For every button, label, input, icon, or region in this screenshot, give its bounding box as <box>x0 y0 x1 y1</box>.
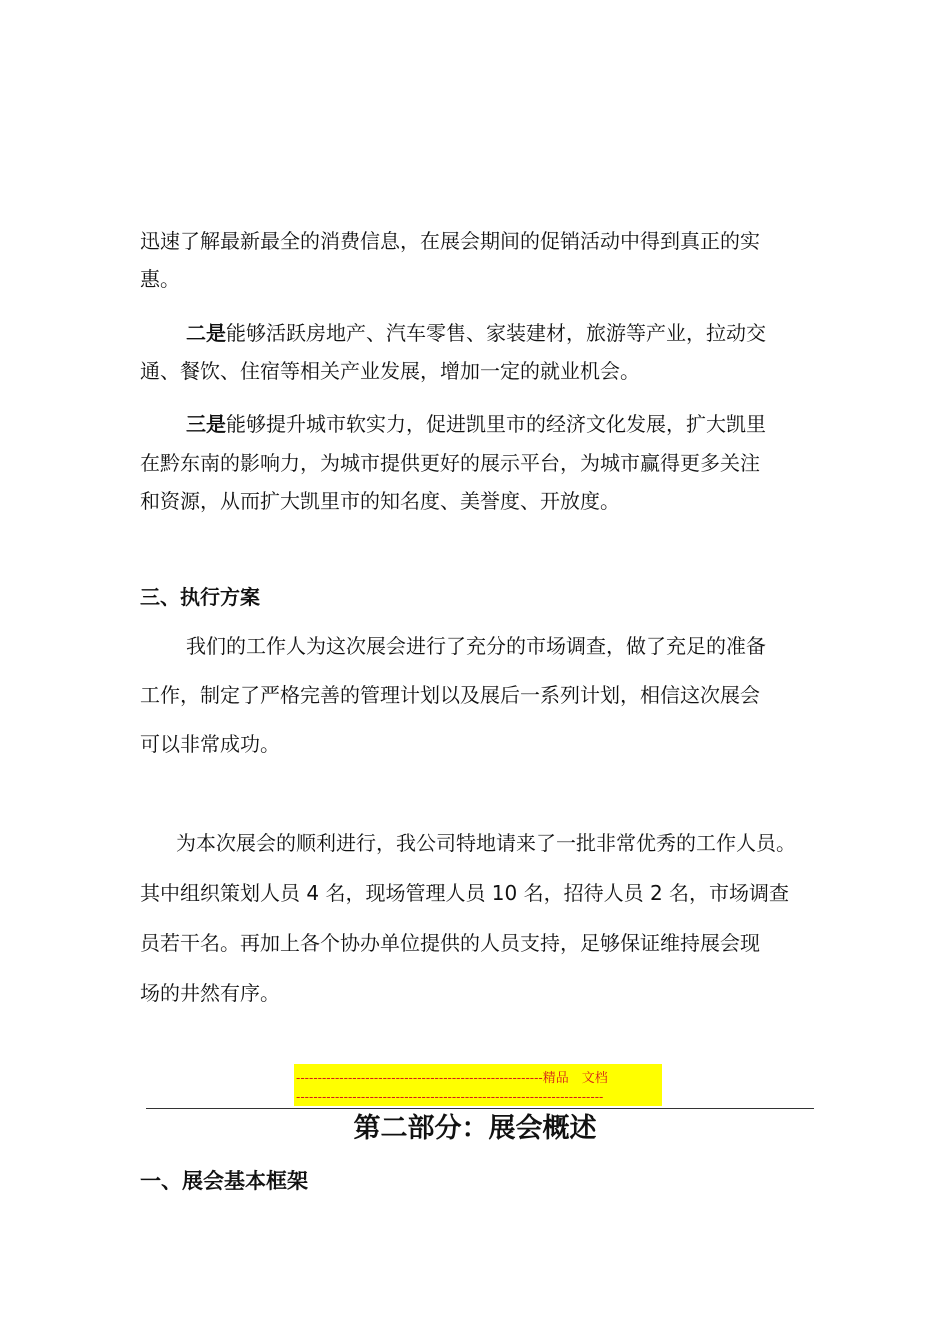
section3-line2: 工作，制定了严格完善的管理计划以及展后一系列计划，相信这次展会 <box>140 683 760 707</box>
section3-line3: 可以非常成功。 <box>140 732 280 756</box>
para3-line1 <box>186 411 866 437</box>
watermark-line2: ----------------------------------------------------------------------- <box>296 1089 604 1104</box>
para3-line2: 在黔东南的影响力，为城市提供更好的展示平台，为城市赢得更多关注 <box>140 451 760 475</box>
para1-line2: 惠。 <box>140 267 180 291</box>
para2-line1-text: 能够活跃房地产、汽车零售、家装建材，旅游等产业，拉动交 <box>226 321 766 345</box>
divider <box>146 1108 814 1109</box>
para5-line1: 为本次展会的顺利进行，我公司特地请来了一批非常优秀的工作人员。 <box>176 831 796 855</box>
para5-line4: 场的井然有序。 <box>140 981 280 1005</box>
para2-line2: 通、餐饮、住宿等相关产业发展，增加一定的就业机会。 <box>140 359 640 383</box>
para5-line2: 其中组织策划人员 4 名，现场管理人员 10 名，招待人员 2 名，市场调查 <box>140 881 790 905</box>
section3-line1: 我们的工作人为这次展会进行了充分的市场调查，做了充足的准备 <box>186 634 766 658</box>
para1-line1: 迅速了解最新最全的消费信息，在展会期间的促销活动中得到真正的实 <box>140 229 760 253</box>
para5-line3: 员若干名。再加上各个协办单位提供的人员支持，足够保证维持展会现 <box>140 931 760 955</box>
section3-heading: 三、执行方案 <box>140 585 260 609</box>
para3-lead: 三是 <box>186 412 226 436</box>
watermark-line1: ---------------------------------------------------------精品 文档 <box>296 1070 608 1085</box>
para2-line1 <box>186 320 866 346</box>
para3-line3: 和资源，从而扩大凯里市的知名度、美誉度、开放度。 <box>140 489 620 513</box>
part2-subheading: 一、展会基本框架 <box>140 1169 308 1193</box>
para3-line1-text: 能够提升城市软实力，促进凯里市的经济文化发展，扩大凯里 <box>226 412 766 436</box>
para2-lead: 二是 <box>186 321 226 345</box>
part2-title: 第二部分：展会概述 <box>353 1113 597 1144</box>
